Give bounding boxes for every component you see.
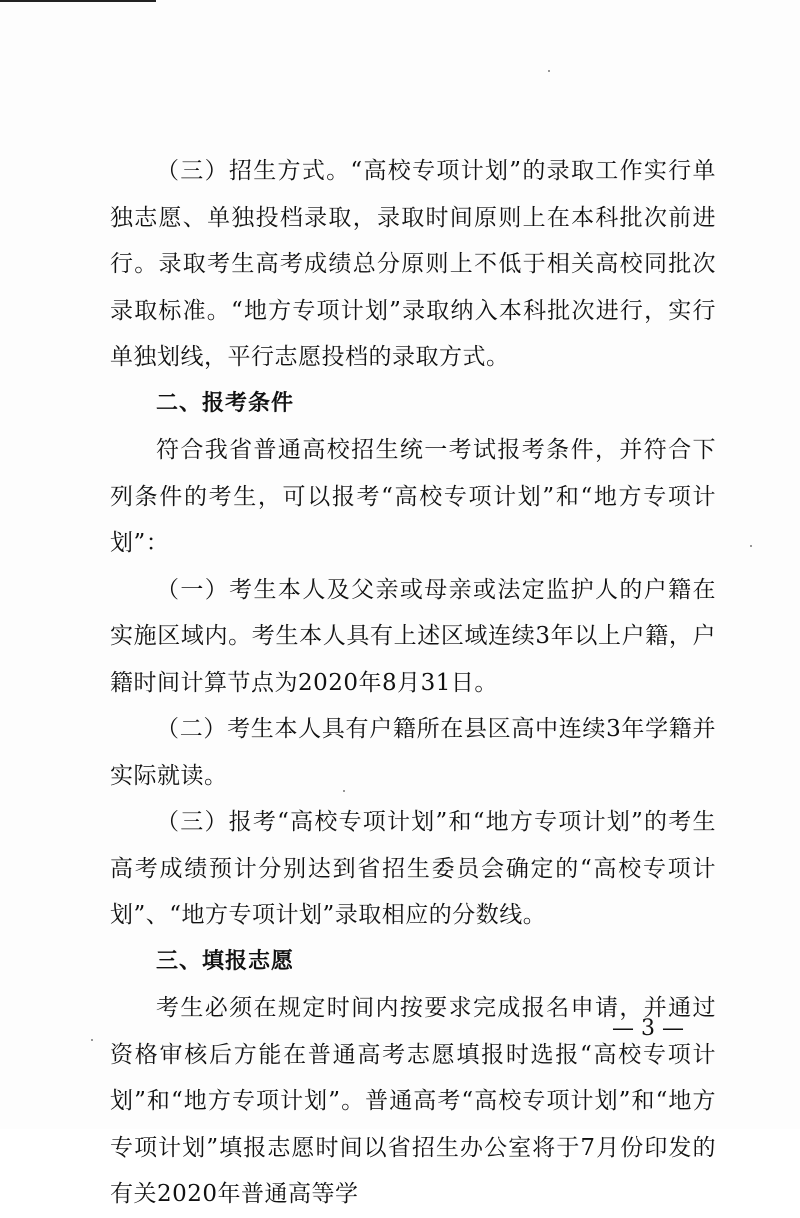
page-number: — 3 — [612, 1016, 684, 1041]
section-heading-application: 三、填报志愿 [156, 948, 295, 974]
scan-speck [91, 1039, 93, 1041]
paragraph-eligibility-intro: 符合我省普通高校招生统一考试报考条件，并符合下列条件的考生，可以报考“高校专项计划”和“地方专项计划”： [110, 437, 716, 556]
paragraph-application: 考生必须在规定时间内按要求完成报名申请，并通过资格审核后方能在普通高考志愿填报时选报“高校专项计划”和“地方专项计划”。普通高考“高校专项计划”和“地方专项计划”填报志愿时间以省招生办公室将于7月份印发的有关2020年普通高等学 [110, 995, 716, 1207]
scan-speck [750, 545, 752, 547]
paragraph-condition-one: （一）考生本人及父亲或母亲或法定监护人的户籍在实施区域内。考生本人具有上述区域连续3年以上户籍，户籍时间计算节点为2020年8月31日。 [110, 576, 716, 696]
document-body [110, 148, 716, 1218]
scan-edge-line [0, 0, 156, 2]
scan-speck [343, 790, 345, 792]
paragraph-admission-method: （三）招生方式。“高校专项计划”的录取工作实行单独志愿、单独投档录取，录取时间原则上在本科批次前进行。录取考生高考成绩总分原则上不低于相关高校同批次录取标准。“地方专项计划”录取纳入本科批次进行，实行单独划线，平行志愿投档的录取方式。 [110, 158, 716, 370]
section-heading-eligibility: 二、报考条件 [156, 390, 295, 416]
paragraph-condition-three: （三）报考“高校专项计划”和“地方专项计划”的考生高考成绩预计分别达到省招生委员会确定的“高校专项计划”、“地方专项计划”录取相应的分数线。 [110, 809, 716, 928]
scan-speck [548, 70, 550, 72]
paragraph-condition-two: （二）考生本人具有户籍所在县区高中连续3年学籍并实际就读。 [110, 716, 716, 789]
